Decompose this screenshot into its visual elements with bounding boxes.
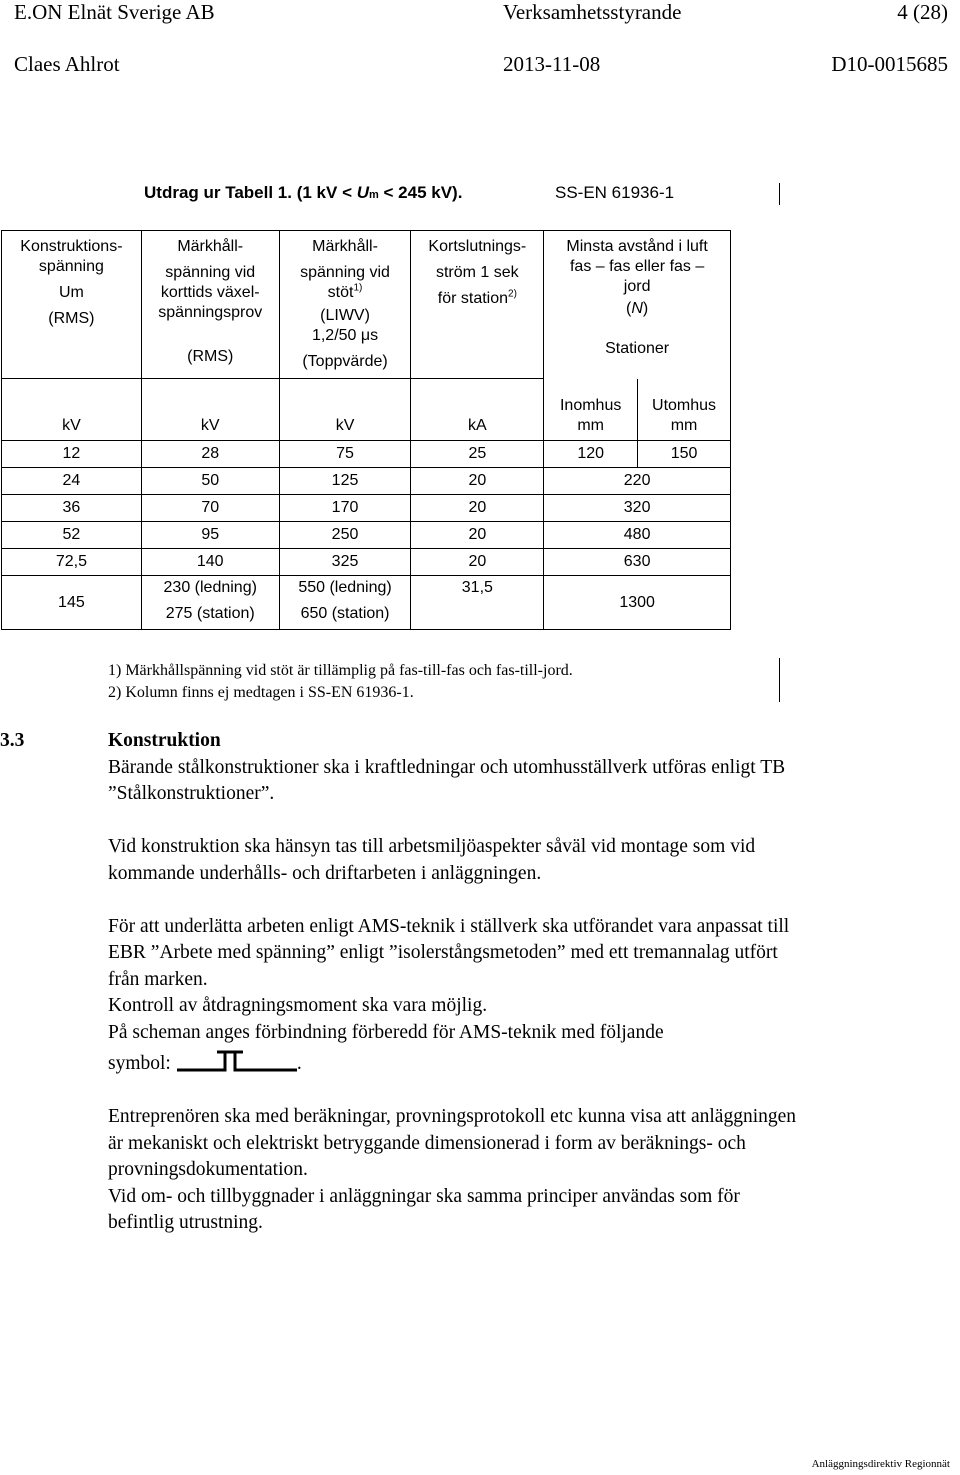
cell-liwv: 170 bbox=[279, 495, 411, 522]
col-min-air-distance bbox=[544, 231, 731, 379]
paragraph-line: symbol: bbox=[108, 1053, 171, 1074]
section-construction bbox=[0, 728, 808, 1263]
cell-um: 145 bbox=[2, 576, 142, 630]
footnote-2: 2) Kolumn finns ej medtagen i SS-EN 61936-1. bbox=[108, 684, 414, 701]
unit-ka: kA bbox=[411, 379, 544, 441]
cell-ka: 20 bbox=[411, 522, 544, 549]
cell-distance: 220 bbox=[544, 468, 731, 495]
table-row bbox=[2, 468, 731, 495]
h3-line4: (LIWV) bbox=[320, 307, 370, 324]
h3-line6: (Toppvärde) bbox=[302, 353, 388, 370]
paragraph-line: För att underlätta arbeten enligt AMS-teknik i ställverk ska utförandet vara anpassat till EBR ”Arbete med spänning” enligt ”isolerstångsmetoden” med ett tremannalag utfört från marken. bbox=[108, 915, 790, 990]
h5-line3: jord bbox=[623, 278, 651, 295]
cell-line-station: 650 (station) bbox=[300, 605, 390, 622]
unit-indoor bbox=[544, 379, 638, 441]
cell-short-duration: 50 bbox=[141, 468, 279, 495]
cell-short-duration: 95 bbox=[141, 522, 279, 549]
h3-footnote-ref: 1) bbox=[353, 282, 363, 294]
cell-line-station: 275 (station) bbox=[165, 605, 255, 622]
h4-footnote-ref: 2) bbox=[508, 288, 517, 300]
unit-outdoor bbox=[638, 379, 731, 441]
h5-line2: fas – fas eller fas – bbox=[569, 258, 705, 275]
table-row bbox=[2, 576, 731, 630]
ams-connection-symbol-icon bbox=[177, 1046, 297, 1072]
h3-line3: stöt bbox=[327, 284, 354, 301]
h1-line4: (RMS) bbox=[48, 310, 95, 327]
h2-line2: spänning vid bbox=[165, 264, 256, 281]
author: Claes Ahlrot bbox=[14, 52, 120, 76]
cell-ka: 20 bbox=[411, 495, 544, 522]
document-date: 2013-11-08 bbox=[503, 52, 601, 76]
section-heading bbox=[0, 728, 221, 755]
h1-line3: Um bbox=[58, 284, 84, 301]
paragraph-line: På scheman anges förbindning förberedd för AMS-teknik med följande bbox=[108, 1021, 664, 1043]
document-id: D10-0015685 bbox=[831, 52, 948, 76]
cell-line-ledning: 550 (ledning) bbox=[298, 579, 392, 596]
section-number: 3.3 bbox=[0, 730, 25, 751]
h1-line1: Konstruktions- bbox=[20, 238, 123, 255]
cell-ka: 25 bbox=[411, 441, 544, 468]
h5-line1: Minsta avstånd i luft bbox=[566, 238, 708, 255]
cell-line-ledning: 230 (ledning) bbox=[163, 579, 257, 596]
cell-short-duration: 70 bbox=[141, 495, 279, 522]
h4-line1: Kortslutnings- bbox=[428, 238, 527, 255]
h3-line5: 1,2/50 μs bbox=[311, 327, 379, 344]
caption-standard: SS-EN 61936-1 bbox=[555, 183, 675, 202]
table-caption bbox=[144, 183, 462, 203]
paragraph-line: . bbox=[296, 1053, 302, 1074]
cell-liwv bbox=[279, 576, 411, 630]
table-row bbox=[2, 549, 731, 576]
outdoor-unit: mm bbox=[670, 417, 698, 434]
cell-distance: 630 bbox=[544, 549, 731, 576]
h5-n: N bbox=[631, 300, 643, 317]
page-footer: Anläggningsdirektiv Regionnät bbox=[811, 1458, 950, 1470]
cell-distance: 1300 bbox=[544, 576, 731, 630]
unit-kv-1: kV bbox=[2, 379, 142, 441]
table-unit-row bbox=[2, 379, 731, 441]
cell-ka: 20 bbox=[411, 468, 544, 495]
cell-um: 12 bbox=[2, 441, 142, 468]
paragraph-line: Entreprenören ska med beräkningar, provningsprotokoll etc kunna visa att anläggningen är mekaniskt och elektriskt betryggande dimensionerad i form av beräknings- och provningsdokumentation. bbox=[108, 1106, 797, 1180]
h3-line2: spänning vid bbox=[300, 264, 390, 281]
table-row bbox=[2, 441, 731, 468]
cell-um: 72,5 bbox=[2, 549, 142, 576]
h3-line1: Märkhåll- bbox=[312, 238, 378, 255]
col-short-duration-voltage bbox=[141, 231, 279, 379]
h4-line3: för station bbox=[437, 290, 509, 307]
cell-liwv: 250 bbox=[279, 522, 411, 549]
h2-line4: spänningsprov bbox=[158, 304, 263, 321]
cell-um: 36 bbox=[2, 495, 142, 522]
unit-kv-2: kV bbox=[141, 379, 279, 441]
cell-indoor: 120 bbox=[544, 441, 638, 468]
table-row bbox=[2, 522, 731, 549]
cell-distance: 480 bbox=[544, 522, 731, 549]
h4-line2: ström 1 sek bbox=[435, 264, 519, 281]
h1-line2: spänning bbox=[38, 258, 104, 275]
h5-paren-open: ( bbox=[626, 300, 632, 317]
h2-line3: korttids växel- bbox=[160, 284, 260, 301]
cell-distance: 320 bbox=[544, 495, 731, 522]
cell-liwv: 125 bbox=[279, 468, 411, 495]
caption-u: U bbox=[356, 183, 369, 202]
department: Verksamhetsstyrande bbox=[503, 0, 682, 24]
paragraph-calc bbox=[108, 1104, 808, 1237]
indoor-unit: mm bbox=[577, 417, 604, 434]
h2-line5: (RMS) bbox=[187, 348, 234, 365]
h5-line5: Stationer bbox=[605, 340, 670, 357]
cell-ka: 31,5 bbox=[411, 576, 544, 630]
cell-outdoor: 150 bbox=[638, 441, 731, 468]
col-short-circuit-current bbox=[411, 231, 544, 379]
col-impulse-voltage bbox=[279, 231, 411, 379]
table-footnotes bbox=[108, 660, 573, 704]
caption-suffix: < 245 kV). bbox=[378, 183, 463, 202]
cell-liwv: 75 bbox=[279, 441, 411, 468]
table-header-row bbox=[2, 231, 731, 379]
cell-ka: 20 bbox=[411, 549, 544, 576]
indoor-label: Inomhus bbox=[559, 397, 622, 414]
paragraph: Bärande stålkonstruktioner ska i kraftledningar och utomhusställverk utföras enligt TB ”Stålkonstruktioner”. bbox=[108, 756, 786, 804]
paragraph-ams bbox=[108, 914, 808, 1078]
revision-bar bbox=[779, 658, 780, 702]
cell-short-duration bbox=[141, 576, 279, 630]
caption-prefix: Utdrag ur Tabell 1. (1 kV < bbox=[144, 183, 357, 202]
cell-liwv: 325 bbox=[279, 549, 411, 576]
company-name: E.ON Elnät Sverige AB bbox=[14, 0, 215, 24]
cell-short-duration: 140 bbox=[141, 549, 279, 576]
cell-um: 24 bbox=[2, 468, 142, 495]
revision-bar bbox=[779, 183, 780, 205]
h2-line1: Märkhåll- bbox=[177, 238, 244, 255]
cell-um: 52 bbox=[2, 522, 142, 549]
table-row bbox=[2, 495, 731, 522]
outdoor-label: Utomhus bbox=[652, 397, 717, 414]
section-title: Konstruktion bbox=[108, 730, 221, 751]
page-number: 4 (28) bbox=[897, 0, 948, 24]
paragraph-line: Kontroll av åtdragningsmoment ska vara möjlig. bbox=[108, 995, 488, 1016]
unit-kv-3: kV bbox=[279, 379, 411, 441]
paragraph: Vid konstruktion ska hänsyn tas till arbetsmiljöaspekter såväl vid montage som vid kommande underhålls- och driftarbeten i anläggningen. bbox=[108, 836, 756, 884]
paragraph-line: Vid om- och tillbyggnader i anläggningar ska samma principer användas som för befintlig utrustning. bbox=[108, 1185, 740, 1233]
h5-paren-close: ) bbox=[642, 300, 649, 317]
voltage-spec-table bbox=[1, 230, 731, 630]
col-construction-voltage bbox=[2, 231, 142, 379]
caption-sub: m bbox=[369, 189, 379, 201]
footnote-1: 1) Märkhållspänning vid stöt är tillämplig på fas-till-fas och fas-till-jord. bbox=[108, 662, 573, 679]
cell-short-duration: 28 bbox=[141, 441, 279, 468]
